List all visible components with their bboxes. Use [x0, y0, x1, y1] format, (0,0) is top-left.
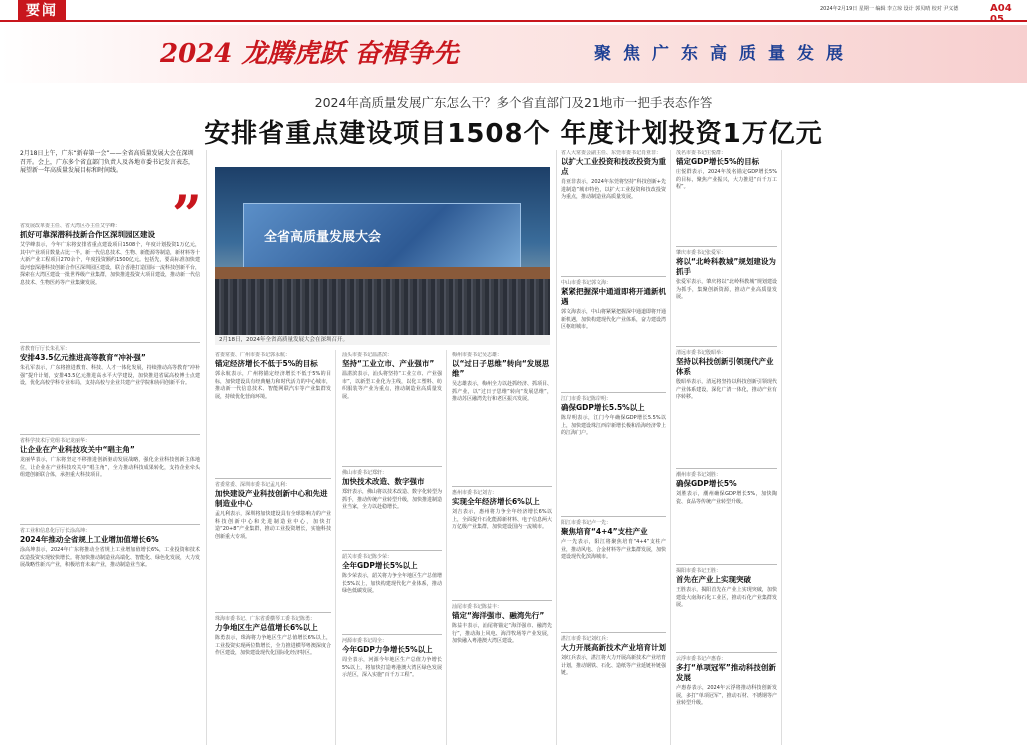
- article-body: 陈勇表示，珠海将力争地区生产总值增长6%以上，工业投资实现两位数增长，全力推进横琴粤澳深度合作区建设，加快建设现代化国际化经济特区。: [215, 635, 331, 657]
- article-body: 龙丽华表示，广东将坚定不移推进创新驱动发展战略，强化企业科技创新主体地位，让企业在产业科技攻关中“唱主角”，全力推动科技成果转化，支持企业牵头组建创新联合体，承担重大科技项目。: [20, 457, 200, 479]
- article-source: 阳江市委书记卢一先：: [561, 520, 612, 526]
- article: [676, 246, 777, 346]
- article-body: 郑轩表示，佛山将以技术改造、数字化转型为抓手，推动传统产业转型升级，加快推进制造业当家，全力以赴稳增长。: [342, 489, 442, 511]
- section-tab: 要闻: [18, 0, 66, 22]
- article-body: 陈少荣表示，韶关将力争全年地区生产总值增长5%以上，加快构建现代化产业体系，推动绿色低碳发展。: [342, 573, 442, 595]
- masthead: [0, 0, 1027, 22]
- article-source: 省科学技术厅党组书记龙丽华：: [20, 438, 91, 444]
- audience: [215, 279, 550, 335]
- article: [561, 632, 666, 748]
- column-divider: [335, 350, 336, 745]
- article-source: 中山市委书记郭文海：: [561, 280, 612, 286]
- article-body: 张爱军表示，肇庆将以“北岭科教城”规划建设为抓手，集聚创新资源，推动产业高质量发展。: [676, 279, 777, 301]
- article-body: 艾学峰表示，今年广东将安排省重点建设项目1508个，年度计划投资1万亿元，其中产业项目数量占比一半。新一代信息技术、生物、新能源等制造，新材料等十大新产业工程项目270余个，年度投资额约1500亿元。包括先，要高标准加快建设河套深港科技创新合作区深圳园区建设，联合香港打造国际一流科技创新平台，探索在大湾区建设一批世界级产业集群，加快推进投资大项目建设，推动新一代信息技术、生物医药等产业集聚发展。: [20, 242, 200, 286]
- article: [676, 564, 777, 652]
- article-source: 汕尾市委书记陈益丰：: [452, 604, 503, 610]
- article-source: 江门市委书记陈岸明：: [561, 396, 612, 402]
- article-body: 庄悦群表示，2024年茂名锚定GDP增长5%的目标，聚焦产业振兴，大力推进“百千万工程”。: [676, 169, 777, 191]
- article: [342, 466, 442, 550]
- article-title: 抓好可靠深潜科技新合作区深圳园区建设: [20, 230, 155, 239]
- article-source: 湛江市委书记刘红兵：: [561, 636, 612, 642]
- article-source: 清远市委书记殷昭举：: [676, 350, 727, 356]
- stage: [215, 267, 550, 279]
- article: [342, 634, 442, 748]
- article-body: 郭文海表示，中山将紧紧把握深中通道即将开通新机遇，加快构建现代化产业体系，奋力建设湾区枢纽城市。: [561, 309, 666, 331]
- article-title: 让企业在产业科技攻关中“唱主角”: [20, 445, 135, 454]
- article-body: 吴志雄表示，梅州全力以赴抓经济、抓项目、抓产业，以“过日子思维”转向“发展思维”，推动苏区融湾先行和老区振兴发展。: [452, 381, 552, 403]
- article-title: 坚持“工业立市、产业强市”: [342, 359, 435, 368]
- banner: [0, 25, 1027, 83]
- column-divider: [670, 150, 671, 745]
- article: [676, 150, 777, 242]
- article-source: 省委常委、广州市委书记郭永航：: [215, 352, 291, 358]
- stage-screen: [243, 203, 521, 271]
- article-source: 梅州市委书记吴志雄：: [452, 352, 503, 358]
- article-title: 多打“单项冠军”推动科技创新发展: [676, 663, 776, 682]
- conference-photo: [215, 167, 550, 335]
- article-source: 茂名市委书记庄悦群：: [676, 150, 727, 156]
- article-source: 省人大常委会副主任、东莞市委书记肖亚非：: [561, 150, 662, 156]
- article-body: 殷昭举表示，清远将坚持以科技创新引领现代产业体系建设，深化广清一体化，推动产业有序转移。: [676, 379, 777, 401]
- article-title: 力争地区生产总值增长6%以上: [215, 623, 318, 632]
- article-title: 紧紧把握深中通道即将开通新机遇: [561, 287, 666, 306]
- article-source: 揭阳市委书记王胜：: [676, 568, 722, 574]
- article-title: 将以“北岭科教城”规划建设为抓手: [676, 257, 776, 276]
- page-number: A04: [990, 3, 1012, 14]
- column-divider: [556, 150, 557, 745]
- column-divider: [206, 150, 207, 745]
- article-title: 以扩大工业投资和技改投资为重点: [561, 157, 666, 176]
- article: [20, 342, 200, 434]
- article-source: 珠海市委书记、广东省委横琴工委书记陈勇：: [215, 616, 316, 622]
- article: [676, 346, 777, 468]
- article: [561, 392, 666, 514]
- article-body: 朱孔军表示，广东将推进教育、科技、人才一体化发展，持续推动高等教育“冲补强”提升计划，安排43.5亿元推进高水平大学建设，加快推进省属高校博士点建设，优化高校学科专业布局，支持高校与企业共建产业学院和协同创新平台。: [20, 365, 200, 387]
- article-body: 卢一先表示，阳江将聚焦培育“4+4”支柱产业，推动风电、合金材料等产业集群发展，加快建设现代化滨海城市。: [561, 539, 666, 561]
- article-body: 温湛滨表示，汕头将坚持“工业立市、产业强市”，以新型工业化为主线，以化工塑料、纺织服装等产业为重点，推动制造业高质量发展。: [342, 371, 442, 400]
- column-divider: [446, 350, 447, 745]
- article-title: 锚定“海洋强市、融湾先行”: [452, 611, 545, 620]
- photo-caption: 2月18日，2024年全省高质量发展大会在深圳召开。: [215, 335, 550, 345]
- article-body: 卢惠春表示，2024年云浮将推动科技创新发展，多打“单项冠军”，推动石材、不锈钢等产业转型升级。: [676, 685, 777, 707]
- article-title: 聚焦培育“4+4”支柱产业: [561, 527, 648, 536]
- article-source: 省委常委、深圳市委书记孟凡利：: [215, 482, 291, 488]
- article: [561, 516, 666, 630]
- lead-paragraph: 2月18日上午，广东“新春第一会”——全省高质量发展大会在深圳召开。会上，广东多个省直部门负责人及各地市委书记发言表态，展望新一年高质量发展目标和时间线。: [20, 150, 195, 175]
- article-body: 刘红兵表示，湛江将大力开展高新技术产业培育计划，推动钢铁、石化、造纸等产业延链补链强链。: [561, 655, 666, 677]
- article-source: 佛山市委书记郑轩：: [342, 470, 388, 476]
- article-title: 首先在产业上实现突破: [676, 575, 751, 584]
- article-body: 陈岸明表示，江门今年确保GDP增长5.5%以上，加快建设珠江西岸新增长极和沿海经济带上的江海门户。: [561, 415, 666, 437]
- subheadline: 2024年高质量发展广东怎么干？多个省直部门及21地市一把手表态作答: [314, 95, 713, 110]
- article-source: 韶关市委书记陈少荣：: [342, 554, 393, 560]
- article-source: 河源市委书记周全：: [342, 638, 388, 644]
- article-title: 锚定经济增长不低于5%的目标: [215, 359, 318, 368]
- continued-column: [787, 150, 1017, 744]
- article-title: 确保GDP增长5%: [676, 479, 737, 488]
- article-title: 全年GDP增长5%以上: [342, 561, 418, 570]
- article-title: 安排43.5亿元推进高等教育“冲补强”: [20, 353, 146, 362]
- article: [215, 352, 331, 474]
- article-title: 2024年推动全省规上工业增加值增长6%: [20, 535, 159, 544]
- article: [452, 600, 552, 748]
- article-title: 今年GDP力争增长5%以上: [342, 645, 433, 654]
- article-body: 涂高坤表示，2024年广东将推动全省规上工业增加值增长6%，工业投资和技术改造投资实现较快增长。将加快推动制造业高端化、智能化、绿色化发展，大力发展战略性新兴产业，积极培育未来产业，推动制造业当家。: [20, 547, 200, 569]
- article: [676, 468, 777, 564]
- article-body: 陈益丰表示，汕尾将锚定“海洋强市、融湾先行”，推动海上风电、海洋牧场等产业发展，加快融入粤港澳大湾区建设。: [452, 623, 552, 645]
- article-source: 省发展改革委主任、省大湾区办主任艾学峰：: [20, 223, 121, 229]
- article: [215, 612, 331, 748]
- article: [561, 150, 666, 270]
- article-body: 郭永航表示，广州将锚定经济增长不低于5%的目标，加快建设具有经典魅力和时代活力的中心城市，推动新一代信息技术、智能网联汽车等产业集群发展，持续优化营商环境。: [215, 371, 331, 400]
- article-title: 坚持以科技创新引领现代产业体系: [676, 357, 774, 376]
- article-source: 云浮市委书记卢惠春：: [676, 656, 727, 662]
- article-source: 省教育厅厅长朱孔军：: [20, 346, 71, 352]
- article-source: 汕头市委书记温湛滨：: [342, 352, 393, 358]
- article-title: 锚定GDP增长5%的目标: [676, 157, 760, 166]
- article: [342, 550, 442, 634]
- article: [452, 486, 552, 600]
- article-source: 惠州市委书记刘吉：: [452, 490, 498, 496]
- article-title: 以“过日子思维”转向“发展思维”: [452, 359, 550, 378]
- masthead-rule: [0, 20, 1027, 22]
- banner-title: 聚焦广东高质量发展: [594, 44, 855, 64]
- article-title: 确保GDP增长5.5%以上: [561, 403, 645, 412]
- article-body: 肖亚非表示，2024年东莞将坚持“科技创新+先进制造”城市特色，以扩大工业投资和技改投资为重点，推动制造业高质量发展。: [561, 179, 666, 201]
- article: [452, 352, 552, 482]
- main-headline: 安排省重点建设项目1508个 年度计划投资1万亿元: [204, 119, 823, 149]
- article: [20, 434, 200, 524]
- article-title: 加快技术改造、数字强市: [342, 477, 425, 486]
- screen-text: 全省高质量发展大会: [264, 230, 382, 245]
- article: [561, 276, 666, 390]
- article-body: 王胜表示，揭阳首先在产业上实现突破，加快建设大南海石化工业区，推动石化产业集群发展。: [676, 587, 777, 609]
- column-divider: [781, 150, 782, 745]
- article-title: 实现全年经济增长6%以上: [452, 497, 540, 506]
- article: [342, 352, 442, 462]
- article: [20, 223, 200, 340]
- article-source: 省工业和信息化厅厅长涂高坤：: [20, 528, 91, 534]
- quote-mark-icon: ”: [172, 185, 202, 246]
- article-body: 孟凡利表示，深圳将加快建设具有全球影响力的产业科技创新中心和先进制造业中心，加快打造“20+8”产业集群，推动工业投资增长，实施科技创新重大专项。: [215, 511, 331, 540]
- article-title: 加快建设产业科技创新中心和先进制造业中心: [215, 489, 328, 508]
- article-body: 刘吉表示，惠州将力争全年经济增长6%以上，全面提升石化能源新材料、电子信息两大万亿级产业集群，加快建设国内一流城市。: [452, 509, 552, 531]
- masthead-info: 2024年2月19日 星期一 编辑 李立琼 设计 郭贝晴 校对 尹义德: [820, 6, 959, 12]
- banner-slogan: 2024 龙腾虎跃 奋楫争先: [160, 39, 459, 69]
- article: [676, 652, 777, 748]
- article-body: 刘胜表示，潮州确保GDP增长5%，加快陶瓷、食品等传统产业转型升级。: [676, 491, 777, 505]
- article: [215, 478, 331, 612]
- article-title: 大力开展高新技术产业培育计划: [561, 643, 666, 652]
- article-body: 周全表示，河源今年地区生产总值力争增长5%以上，将加快打造粤港澳大湾区绿色发展示范区，深入实施“百千万工程”。: [342, 657, 442, 679]
- article: [20, 524, 200, 748]
- continued-text: 2月18日上午，广东“新春第一会”——全省高质量发展大会在深圳召开。会上，广东多个省直部门负责人及各地市委书记发言表态，展望新一年高质量发展目标和时间线。: [787, 150, 1017, 164]
- article-source: 潮州市委书记刘胜：: [676, 472, 722, 478]
- article-source: 肇庆市委书记张爱军：: [676, 250, 727, 256]
